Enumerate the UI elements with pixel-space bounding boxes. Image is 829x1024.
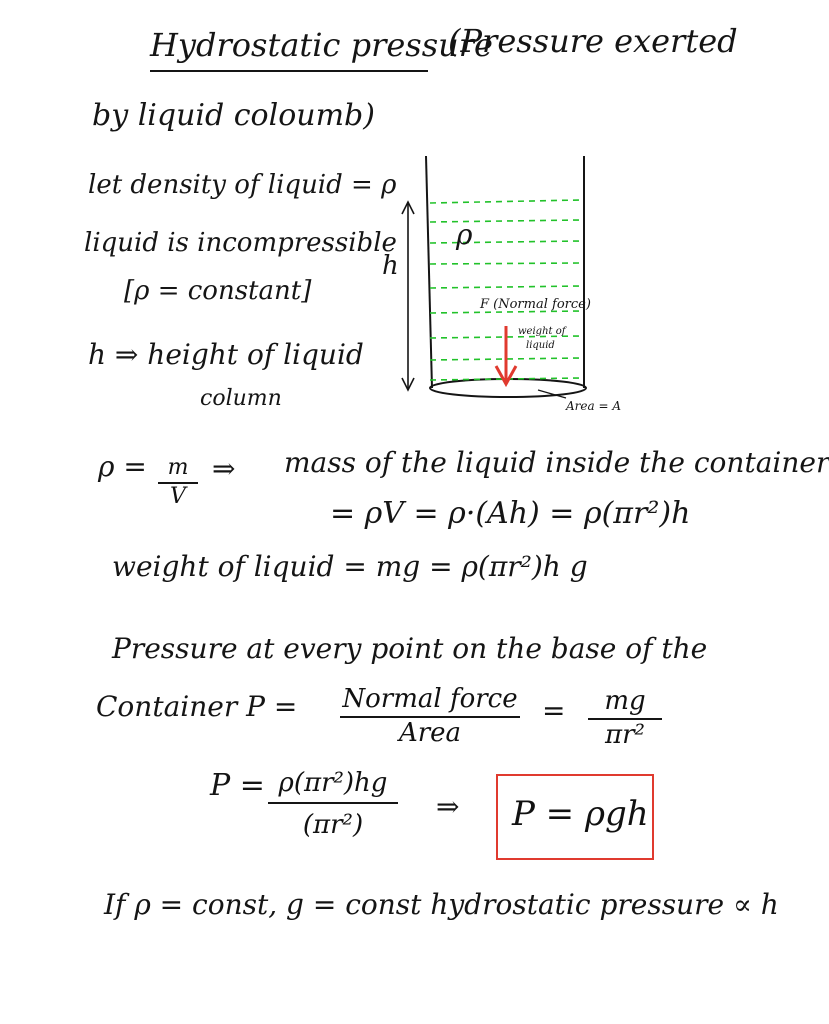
implies-arrow: ⇒: [212, 452, 236, 485]
weight-label-2: liquid: [526, 340, 555, 351]
density-equation-lhs: ρ =: [98, 450, 147, 483]
pressure-simplify-fraction: [268, 768, 398, 840]
conclusion: If ρ = const, g = const hydrostatic pressure ∝ h: [104, 888, 779, 921]
implies-arrow-2: ⇒: [436, 790, 460, 823]
mass-equation: = ρV = ρ·(Ah) = ρ(πr²)h: [330, 496, 691, 531]
fraction-numerator: m: [158, 455, 198, 484]
title-subtitle: (Pressure exerted: [448, 22, 738, 60]
definition-constant: [ρ = constant]: [124, 276, 312, 306]
density-label: ρ: [456, 218, 473, 251]
title-subtitle-cont: by liquid coloumb): [92, 98, 375, 133]
density-fraction: [158, 455, 198, 509]
weight-equation: weight of liquid = mg = ρ(πr²)h g: [112, 550, 588, 583]
definition-density: let density of liquid = ρ: [88, 170, 397, 200]
force-label: F (Normal force): [480, 297, 591, 312]
equals-sign: =: [542, 694, 566, 727]
weight-label: weight of: [518, 326, 566, 337]
fraction-numerator: mg: [588, 686, 662, 720]
container-svg: [360, 148, 622, 418]
fraction-denominator: πr²: [605, 720, 645, 750]
fraction-denominator: V: [170, 484, 186, 509]
page-title: Hydrostatic pressure: [150, 26, 493, 64]
height-label: h: [382, 251, 399, 281]
fraction-denominator: Area: [398, 718, 462, 748]
pressure-simplify-lhs: P =: [210, 768, 265, 803]
left-wall: [426, 156, 432, 388]
container-diagram: [360, 148, 622, 422]
pressure-statement: Pressure at every point on the base of the: [112, 632, 708, 665]
pressure-equation-lhs: Container P =: [96, 690, 298, 723]
mass-description: mass of the liquid inside the container: [284, 446, 829, 479]
fraction-numerator: Normal force: [340, 684, 520, 718]
title-underline: [150, 70, 428, 72]
definition-height-cont: column: [200, 386, 282, 411]
definition-height: h ⇒ height of liquid: [88, 338, 364, 371]
definition-incompressible: liquid is incompressible: [84, 228, 397, 258]
result-formula: P = ρgh: [512, 794, 649, 834]
pressure-fraction-2: [588, 686, 662, 750]
pressure-fraction: [340, 684, 520, 748]
fraction-numerator: ρ(πr²)hg: [268, 768, 398, 804]
result-box: [496, 774, 654, 860]
area-label: Area = A: [566, 399, 622, 413]
fraction-denominator: (πr²): [302, 810, 364, 840]
